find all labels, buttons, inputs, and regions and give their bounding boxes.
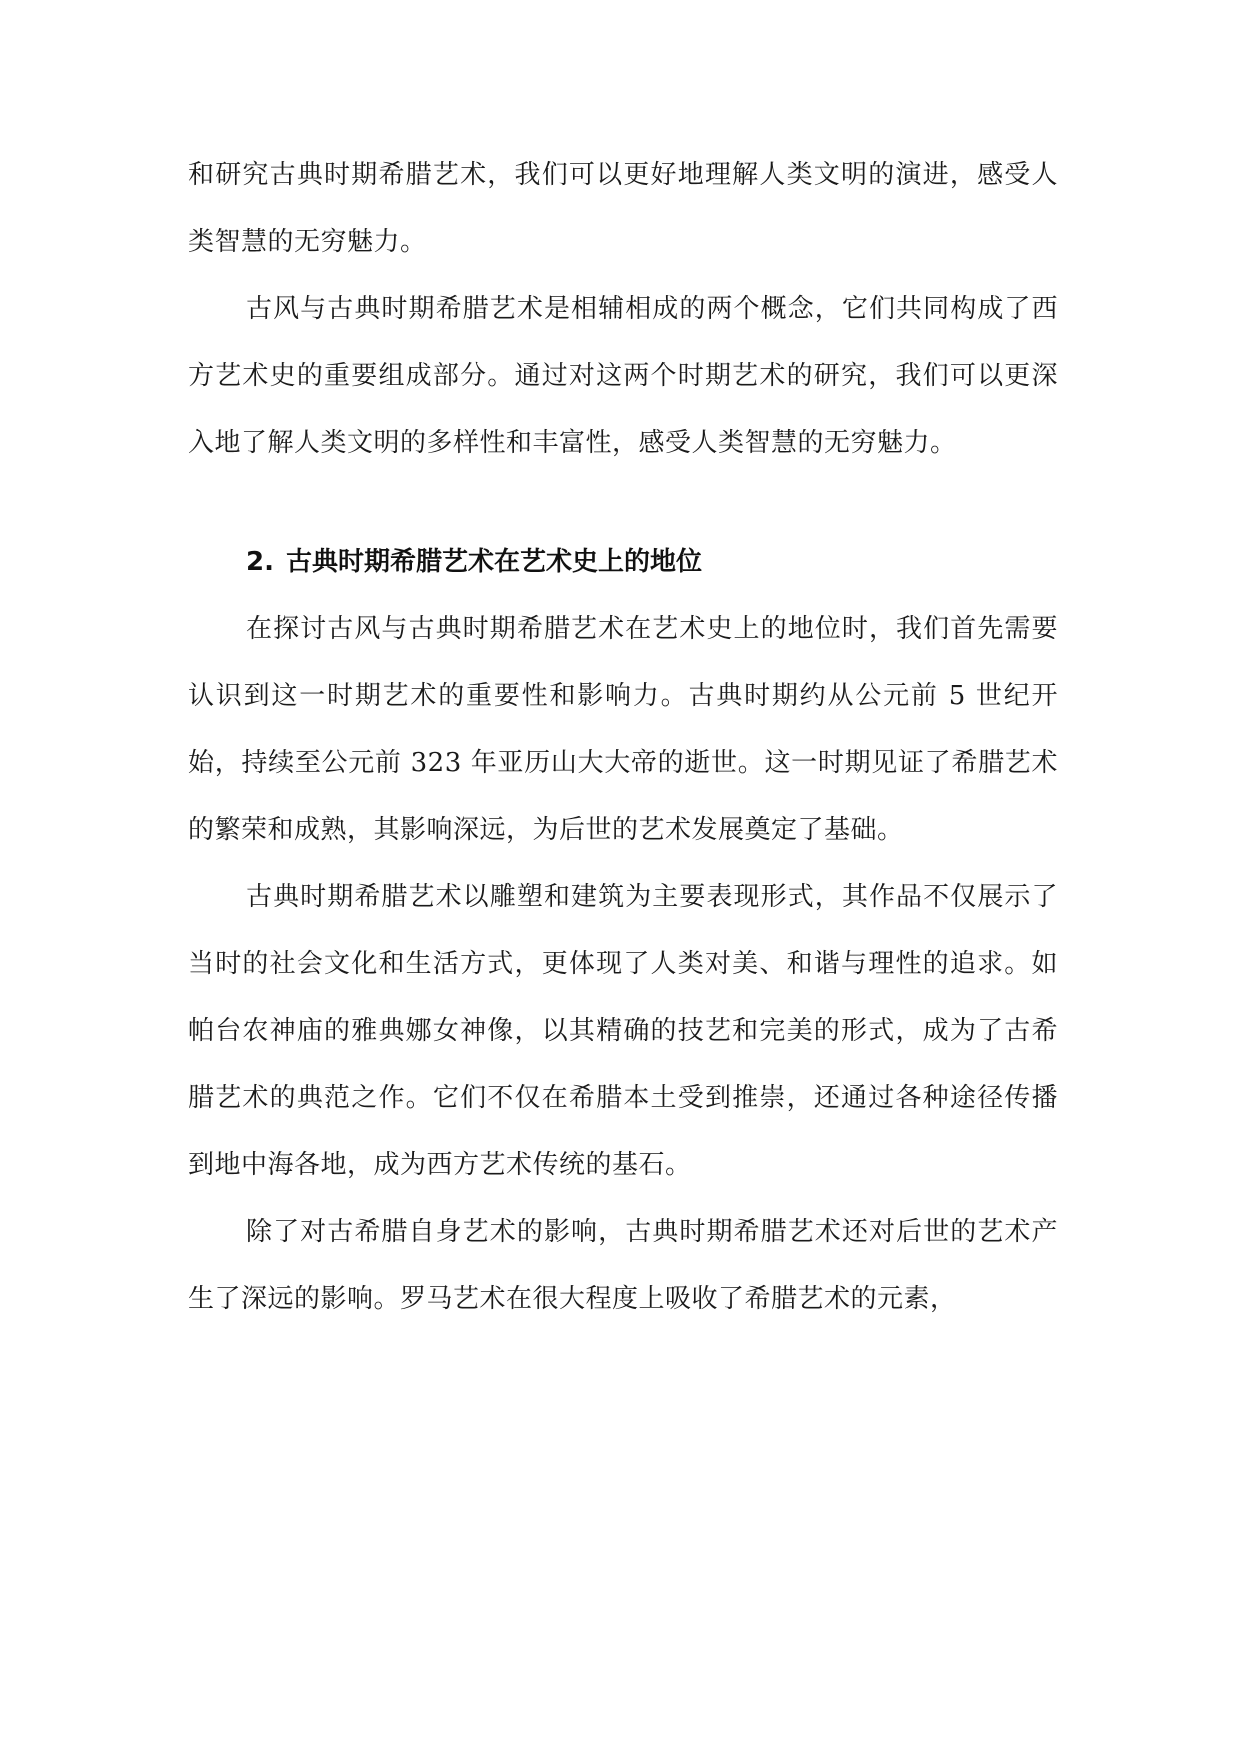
paragraph-status-intro: 在探讨古风与古典时期希腊艺术在艺术史上的地位时，我们首先需要认识到这一时期艺术的重要性和影响力。古典时期约从公元前 5 世纪开始，持续至公元前 323 年亚历山大大帝的逝世。这一时期见证了希腊艺术的繁荣和成熟，其影响深远，为后世的艺术发展奠定了基础。: [188, 614, 1058, 845]
section-title: 古典时期希腊艺术在艺术史上的地位: [285, 547, 702, 577]
paragraph-summary: 古风与古典时期希腊艺术是相辅相成的两个概念，它们共同构成了西方艺术史的重要组成部分。通过对这两个时期艺术的研究，我们可以更深入地了解人类文明的多样性和丰富性，感受人类智慧的无穷魅力。: [188, 294, 1058, 458]
section-spacer: [188, 477, 1058, 529]
paragraph-later-influence: 除了对古希腊自身艺术的影响，古典时期希腊艺术还对后世的艺术产生了深远的影响。罗马艺术在很大程度上吸收了希腊艺术的元素，: [188, 1217, 1058, 1314]
document-body: [188, 142, 1058, 1333]
section-heading: [188, 529, 1058, 596]
section-number: 2.: [246, 547, 274, 577]
paragraph-continuation: 和研究古典时期希腊艺术，我们可以更好地理解人类文明的演进，感受人类智慧的无穷魅力。: [188, 160, 1058, 257]
paragraph-sculpture-architecture: 古典时期希腊艺术以雕塑和建筑为主要表现形式，其作品不仅展示了当时的社会文化和生活方式，更体现了人类对美、和谐与理性的追求。如帕台农神庙的雅典娜女神像，以其精确的技艺和完美的形式，成为了古希腊艺术的典范之作。它们不仅在希腊本土受到推崇，还通过各种途径传播到地中海各地，成为西方艺术传统的基石。: [188, 882, 1058, 1180]
